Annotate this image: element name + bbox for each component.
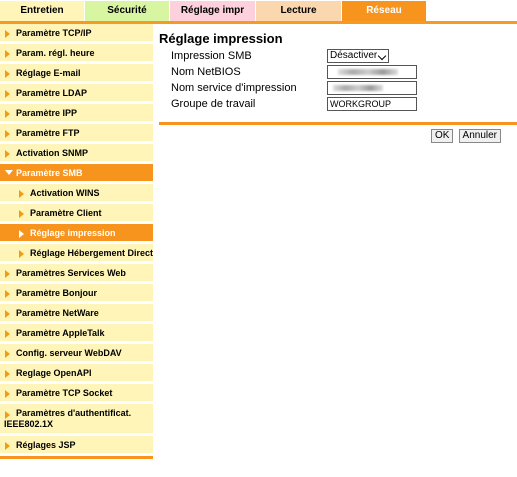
- field-value: WORKGROUP: [330, 99, 392, 109]
- sidebar-item-ieee8021x[interactable]: [0, 404, 153, 436]
- sidebar-item-client[interactable]: [0, 204, 153, 224]
- triangle-right-icon: [5, 90, 10, 98]
- sidebar-item-label: Paramètre IPP: [16, 108, 78, 118]
- sidebar-item-tcp-socket[interactable]: [0, 384, 153, 404]
- triangle-right-icon: [5, 370, 10, 378]
- settings-panel: [159, 28, 517, 141]
- workgroup-input[interactable]: [327, 97, 417, 111]
- sidebar-item-label: Réglage E-mail: [16, 68, 81, 78]
- tab-label: Entretien: [20, 5, 64, 16]
- sidebar-item-ldap[interactable]: [0, 84, 153, 104]
- row-netbios: [159, 64, 517, 80]
- section-divider: [159, 122, 517, 125]
- sidebar-nav: [0, 24, 153, 459]
- triangle-right-icon: [5, 30, 10, 38]
- tab-securite[interactable]: [85, 1, 170, 21]
- sidebar-item-label: Activation SNMP: [16, 148, 89, 158]
- sidebar-item-label: Config. serveur WebDAV: [16, 348, 122, 358]
- sidebar-item-label: Paramètre LDAP: [16, 88, 88, 98]
- sidebar-item-label: Paramètre Client: [30, 208, 102, 218]
- tab-label: Sécurité: [107, 5, 147, 16]
- sidebar-item-heure[interactable]: [0, 44, 153, 64]
- triangle-right-icon: [5, 411, 10, 419]
- sidebar-item-reglage-impression[interactable]: [0, 224, 153, 244]
- sidebar-item-openapi[interactable]: [0, 364, 153, 384]
- field-label: Nom NetBIOS: [171, 66, 241, 78]
- top-tab-bar: [0, 0, 517, 22]
- sidebar-item-label: Paramètre SMB: [16, 168, 83, 178]
- triangle-right-icon: [5, 310, 10, 318]
- field-label: Impression SMB: [171, 50, 252, 62]
- sidebar-item-label: Paramètre AppleTalk: [16, 328, 105, 338]
- action-buttons: [429, 129, 501, 143]
- sidebar-item-label: Param. régl. heure: [16, 48, 95, 58]
- sidebar-item-label-line1: Paramètres d'authentificat.: [16, 408, 132, 418]
- cancel-button[interactable]: Annuler: [459, 129, 501, 143]
- triangle-right-icon: [5, 390, 10, 398]
- sidebar-item-email[interactable]: [0, 64, 153, 84]
- row-impression-smb: [159, 48, 517, 64]
- tab-reseau[interactable]: [342, 1, 427, 21]
- sidebar-item-services-web[interactable]: [0, 264, 153, 284]
- select-value: Désactiver: [330, 50, 378, 61]
- triangle-right-icon: [5, 442, 10, 450]
- sidebar-item-ftp[interactable]: [0, 124, 153, 144]
- sidebar-item-label: [0, 404, 153, 433]
- print-service-name-input[interactable]: [327, 81, 417, 95]
- triangle-right-icon: [5, 350, 10, 358]
- chevron-down-icon: [378, 52, 386, 60]
- sidebar-item-label: Réglages JSP: [16, 440, 76, 450]
- tab-reglage-impr[interactable]: [170, 1, 256, 21]
- field-label: Groupe de travail: [171, 98, 256, 110]
- sidebar-item-label: Paramètre NetWare: [16, 308, 99, 318]
- sidebar-item-smb[interactable]: [0, 164, 153, 184]
- sidebar-item-wins[interactable]: [0, 184, 153, 204]
- triangle-right-icon: [5, 50, 10, 58]
- impression-smb-select[interactable]: [327, 49, 389, 63]
- triangle-right-icon: [19, 210, 24, 218]
- sidebar-item-label: Paramètre TCP Socket: [16, 388, 113, 398]
- sidebar-bottom-rule: [0, 456, 153, 459]
- tab-entretien[interactable]: [0, 1, 85, 21]
- sidebar-item-bonjour[interactable]: [0, 284, 153, 304]
- triangle-right-icon: [5, 110, 10, 118]
- triangle-right-icon: [19, 190, 24, 198]
- sidebar-item-appletalk[interactable]: [0, 324, 153, 344]
- triangle-right-icon: [19, 230, 24, 238]
- triangle-right-icon: [5, 330, 10, 338]
- sidebar-item-jsp[interactable]: [0, 436, 153, 456]
- tab-lecture[interactable]: [256, 1, 342, 21]
- redacted-value: [333, 85, 383, 91]
- sidebar-item-label-line2: IEEE802.1X: [4, 419, 54, 429]
- tab-label: Réglage impr: [180, 5, 245, 16]
- ok-button[interactable]: OK: [431, 129, 453, 143]
- tab-label: Réseau: [366, 5, 402, 16]
- redacted-value: [338, 69, 398, 75]
- sidebar-item-tcpip[interactable]: [0, 24, 153, 44]
- tab-label: Lecture: [280, 5, 317, 16]
- sidebar-item-label: Paramètre TCP/IP: [16, 28, 92, 38]
- field-label: Nom service d'impression: [171, 82, 297, 94]
- page-title: Réglage impression: [159, 31, 283, 46]
- triangle-down-icon: [5, 170, 13, 175]
- sidebar-item-hebergement-direct[interactable]: [0, 244, 153, 264]
- sidebar-item-snmp[interactable]: [0, 144, 153, 164]
- row-service-name: [159, 80, 517, 96]
- sidebar-item-label: Réglage impression: [30, 228, 116, 238]
- triangle-right-icon: [19, 250, 24, 258]
- sidebar-item-label: Réglage Hébergement Direct: [30, 248, 154, 258]
- triangle-right-icon: [5, 270, 10, 278]
- sidebar-item-webdav[interactable]: [0, 344, 153, 364]
- sidebar-item-netware[interactable]: [0, 304, 153, 324]
- triangle-right-icon: [5, 130, 10, 138]
- sidebar-item-label: Paramètres Services Web: [16, 268, 126, 278]
- sidebar-item-label: Paramètre Bonjour: [16, 288, 98, 298]
- triangle-right-icon: [5, 290, 10, 298]
- netbios-name-input[interactable]: [327, 65, 417, 79]
- sidebar-item-ipp[interactable]: [0, 104, 153, 124]
- sidebar-item-label: Reglage OpenAPI: [16, 368, 92, 378]
- triangle-right-icon: [5, 150, 10, 158]
- row-workgroup: [159, 96, 517, 112]
- triangle-right-icon: [5, 70, 10, 78]
- sidebar-item-label: Activation WINS: [30, 188, 100, 198]
- sidebar-item-label: Paramètre FTP: [16, 128, 80, 138]
